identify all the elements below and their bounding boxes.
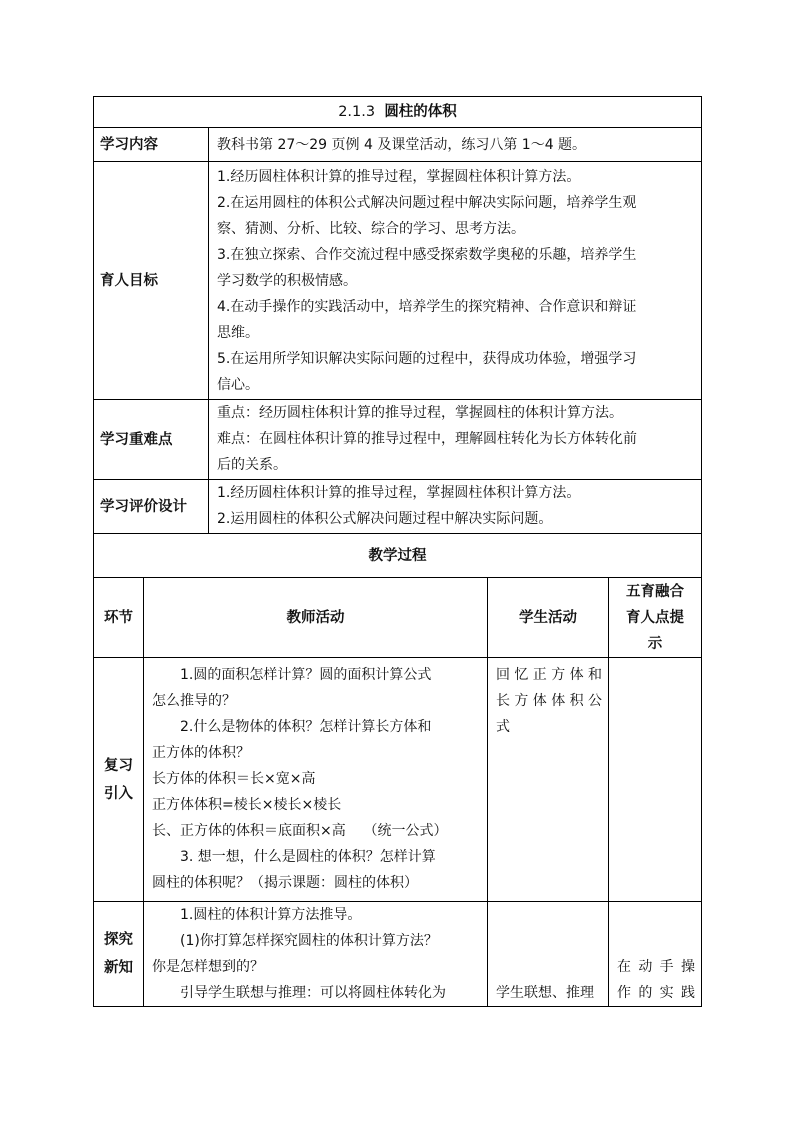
difficulty-line: 重点：经历圆柱体积计算的推导过程，掌握圆柱的体积计算方法。 [217,405,623,421]
explore-row [94,902,702,1007]
review-teacher-line: 3. 想一想，什么是圆柱的体积？怎样计算 [180,849,436,865]
teacher-header: 教师活动 [144,578,488,658]
goal-line: 察、猜测、分析、比较、综合的学习、思考方法。 [217,221,525,237]
lesson-number: 2.1.3 [338,104,376,120]
goal-line: 信心。 [217,377,259,393]
difficulty-line: 后的关系。 [217,457,287,473]
goal-line: 2.在运用圆柱的体积公式解决问题过程中解决实际问题，培养学生观 [217,195,637,211]
review-teacher-line: 圆柱的体积呢？（揭示课题：圆柱的体积） [152,875,418,891]
difficulty-text [209,400,702,480]
explore-stage [94,902,144,1007]
goal-line: 思维。 [217,325,259,341]
review-stage-line: 引入 [104,785,133,802]
review-tip [609,658,702,902]
explore-stage-line: 探究 [104,932,133,948]
review-teacher-activity [144,658,488,902]
stage-header: 环节 [94,578,144,658]
difficulty-row [94,400,702,480]
explore-tip-line: 在动手操 [617,959,696,975]
content-text: 教科书第 27～29 页例 4 及课堂活动，练习八第 1～4 题。 [209,128,702,162]
difficulty-line: 难点：在圆柱体积计算的推导过程中，理解圆柱转化为长方体转化前 [217,431,637,447]
tip-header-line: 育人点提 [626,609,684,626]
content-label: 学习内容 [94,128,209,162]
goals-label: 育人目标 [94,162,209,400]
review-stage [94,658,144,902]
review-student-line: 回忆正方体和 [496,667,602,683]
explore-teacher-line: (1)你打算怎样探究圆柱的体积计算方法？ [180,933,438,949]
review-teacher-line: 正方体体积=棱长×棱长×棱长 [152,797,342,813]
process-title-row [94,534,702,578]
process-header-row [94,578,702,658]
process-title: 教学过程 [94,534,702,578]
evaluation-text [209,480,702,534]
review-teacher-line: 1.圆的面积怎样计算？圆的面积计算公式 [180,667,432,683]
explore-teacher-activity [144,902,488,1007]
review-row [94,658,702,902]
review-teacher-line: 2.什么是物体的体积？怎样计算长方体和 [180,719,432,735]
explore-tip [609,902,702,1007]
student-header: 学生活动 [488,578,609,658]
goal-line: 3.在独立探索、合作交流过程中感受探索数学奥秘的乐趣，培养学生 [217,247,637,263]
review-teacher-line: 怎么推导的？ [152,693,236,709]
goal-line: 1.经历圆柱体积计算的推导过程，掌握圆柱体积计算方法。 [217,169,581,185]
difficulty-label: 学习重难点 [94,400,209,480]
tip-header-line: 五育融合 [626,583,684,600]
tip-header-line: 示 [647,635,663,652]
goal-line: 学习数学的积极情感。 [217,273,357,289]
review-student-activity [488,658,609,902]
evaluation-line: 1.经历圆柱体积计算的推导过程，掌握圆柱体积计算方法。 [217,485,581,501]
review-teacher-line: 长、正方体的体积＝底面积×高 （统一公式） [152,823,448,839]
goals-text [209,162,702,400]
explore-teacher-line: 引导学生联想与推理：可以将圆柱体转化为 [180,985,446,1001]
lesson-plan-page [93,96,701,1007]
title-row [94,97,702,128]
evaluation-line: 2.运用圆柱的体积公式解决问题过程中解决实际问题。 [217,511,553,527]
review-student-line: 长方体体积公 [496,693,602,709]
explore-stage-line: 新知 [104,960,133,976]
explore-tip-line: 作的实践 [617,985,696,1001]
lesson-title [94,97,702,128]
lesson-plan-table [93,96,702,1007]
review-student-line: 式 [496,719,510,735]
review-stage-line: 复习 [104,757,133,774]
content-row [94,128,702,162]
explore-student-line: 学生联想、推理 [496,985,594,1001]
review-teacher-line: 正方体的体积？ [152,745,250,761]
review-teacher-line: 长方体的体积＝长×宽×高 [152,771,316,787]
goal-line: 4.在动手操作的实践活动中，培养学生的探究精神、合作意识和辩证 [217,299,637,315]
evaluation-row [94,480,702,534]
explore-teacher-line: 1.圆柱的体积计算方法推导。 [180,907,362,923]
explore-teacher-line: 你是怎样想到的？ [152,959,264,975]
goal-line: 5.在运用所学知识解决实际问题的过程中，获得成功体验，增强学习 [217,351,637,367]
evaluation-label: 学习评价设计 [94,480,209,534]
lesson-title-text: 圆柱的体积 [384,104,457,120]
explore-student-activity [488,902,609,1007]
tip-header [609,578,702,658]
goals-row [94,162,702,400]
